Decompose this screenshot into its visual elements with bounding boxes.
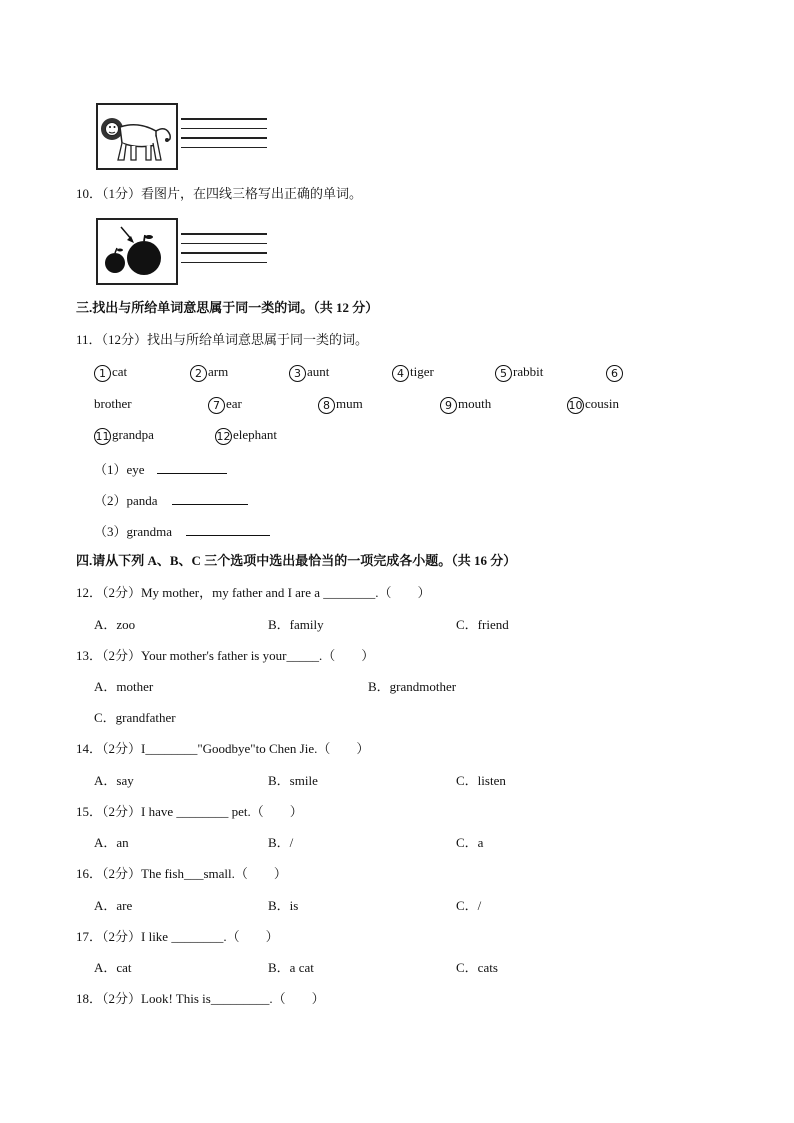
- lion-icon: [98, 105, 176, 168]
- word-item: 3 aunt: [289, 364, 329, 382]
- word-item: 9 mouth: [440, 396, 491, 414]
- word-item: 8 mum: [318, 396, 363, 414]
- question-17: 17．（2分）I like ________.（ ）: [76, 929, 279, 944]
- apple-icon: [98, 220, 176, 283]
- four-line-grid-2[interactable]: [181, 233, 267, 271]
- option-a[interactable]: A．mother: [94, 679, 154, 694]
- question-11: 11．（12分）找出与所给单词意思属于同一类的词。: [76, 332, 369, 347]
- question-12: 12．（2分）My mother，my father and I are a ________.（ ）: [76, 585, 431, 600]
- option-a[interactable]: A．cat: [94, 960, 132, 975]
- question-13: 13．（2分）Your mother's father is your_____.（ ）: [76, 648, 375, 663]
- word-item: 11 grandpa: [95, 427, 154, 443]
- answer-blank[interactable]: [172, 492, 248, 505]
- option-a[interactable]: A．are: [94, 898, 133, 913]
- option-c[interactable]: C．cats: [456, 960, 498, 975]
- question-14: 14．（2分）I________"Goodbye"to Chen Jie.（ ）: [76, 741, 370, 756]
- word-item: 12 elephant: [216, 427, 278, 443]
- question-10: 10．（1分）看图片，在四线三格写出正确的单词。: [76, 186, 363, 201]
- word-item: 1 cat: [94, 364, 127, 382]
- option-b[interactable]: B．is: [268, 898, 299, 913]
- sub-question-3: （3）grandma: [94, 523, 270, 540]
- section-4-title: 四.请从下列 A、B、C 三个选项中选出最恰当的一项完成各小题。（共 16 分）: [76, 553, 517, 568]
- word-item: 5 rabbit: [495, 364, 543, 382]
- answer-blank[interactable]: [157, 461, 227, 474]
- answer-blank[interactable]: [186, 523, 270, 536]
- option-b[interactable]: B．/: [268, 835, 294, 850]
- option-b[interactable]: B．family: [268, 617, 324, 632]
- option-b[interactable]: B．grandmother: [368, 679, 457, 694]
- lion-picture-box: [96, 103, 178, 170]
- option-c[interactable]: C．grandfather: [94, 710, 176, 725]
- word-item: 10 cousin: [568, 396, 619, 412]
- word-item: 2 arm: [190, 364, 228, 382]
- question-16: 16．（2分）The fish___small.（ ）: [76, 866, 287, 881]
- option-a[interactable]: A．say: [94, 773, 134, 788]
- option-b[interactable]: B．smile: [268, 773, 318, 788]
- section-3-title: 三.找出与所给单词意思属于同一类的词。（共 12 分）: [76, 300, 379, 315]
- four-line-grid-1[interactable]: [181, 118, 267, 156]
- option-c[interactable]: C．friend: [456, 617, 509, 632]
- apple-picture-box: [96, 218, 178, 285]
- option-a[interactable]: A．zoo: [94, 617, 136, 632]
- option-b[interactable]: B．a cat: [268, 960, 314, 975]
- option-c[interactable]: C．listen: [456, 773, 506, 788]
- word-item: 4 tiger: [392, 364, 434, 382]
- word-item-num: 6: [606, 364, 624, 382]
- word-item: 7 ear: [208, 396, 242, 414]
- option-c[interactable]: C．/: [456, 898, 482, 913]
- question-15: 15．（2分）I have ________ pet.（ ）: [76, 804, 303, 819]
- word-item-word: brother: [94, 396, 132, 411]
- option-a[interactable]: A．an: [94, 835, 129, 850]
- sub-question-1: （1）eye: [94, 461, 227, 478]
- option-c[interactable]: C．a: [456, 835, 484, 850]
- sub-question-2: （2）panda: [94, 492, 248, 509]
- question-18: 18．（2分）Look! This is_________.（ ）: [76, 991, 325, 1006]
